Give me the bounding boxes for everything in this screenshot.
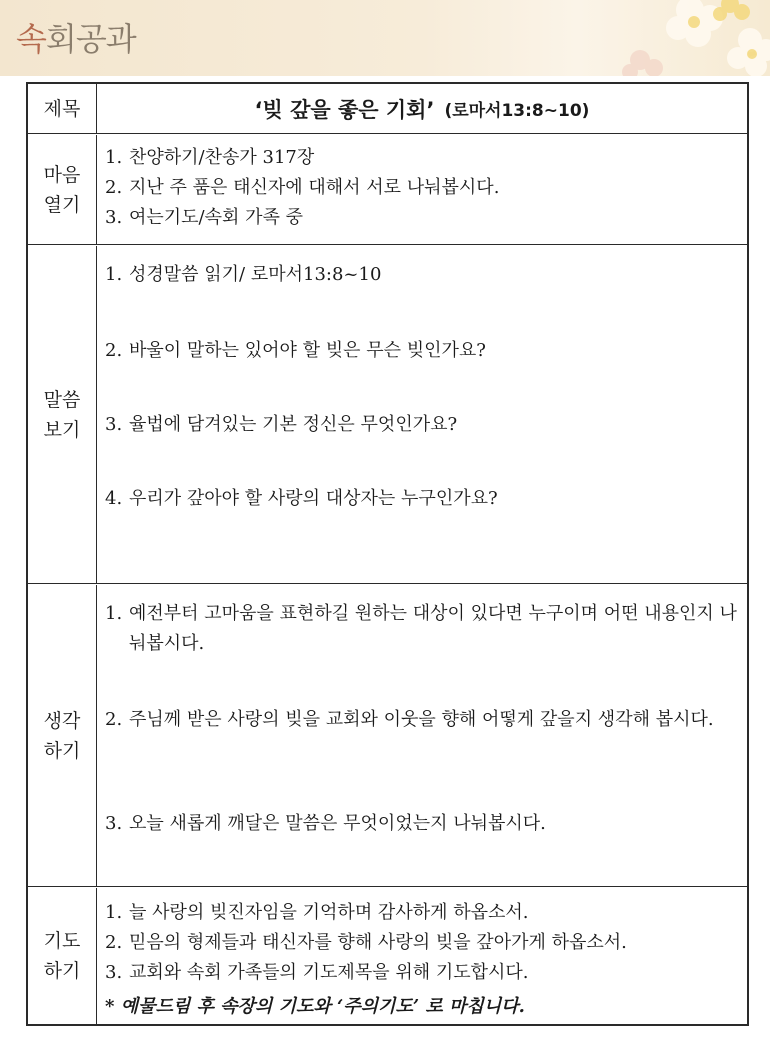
open-heart-header: 마음 열기 bbox=[28, 135, 97, 244]
list-item: 2. 바울이 말하는 있어야 할 빚은 무슨 빚인가요? bbox=[105, 340, 486, 361]
prayer-row bbox=[28, 888, 747, 1024]
list-item: 4. 우리가 갚아야 할 사랑의 대상자는 누구인가요? bbox=[105, 488, 498, 509]
list-item: 3. 율법에 담겨있는 기본 정신은 무엇인가요? bbox=[105, 414, 458, 435]
list-item: 3. 오늘 새롭게 깨달은 말씀은 무엇이었는지 나눠봅시다. bbox=[105, 813, 546, 834]
lesson-reference: (로마서13:8~10) bbox=[444, 101, 590, 121]
think-row bbox=[28, 585, 747, 887]
list-item: 1. 늘 사랑의 빚진자임을 기억하며 감사하게 하옵소서. bbox=[105, 902, 529, 923]
list-item: 1. 성경말씀 읽기/ 로마서13:8~10 bbox=[105, 264, 382, 285]
list-item: 1. 예전부터 고마움을 표현하길 원하는 대상이 있다면 누구이며 어떤 내용인지 나눠봅시다. bbox=[105, 603, 737, 654]
word-row bbox=[28, 246, 747, 584]
think-header: 생각 하기 bbox=[28, 585, 97, 886]
list-item: 2. 지난 주 품은 태신자에 대해서 서로 나눠봅시다. bbox=[105, 177, 500, 198]
think-body bbox=[97, 585, 747, 886]
title-header: 제목 bbox=[28, 84, 97, 133]
header-banner bbox=[0, 0, 770, 76]
title-cell bbox=[97, 84, 747, 133]
list-item: 2. 믿음의 형제들과 태신자를 향해 사랑의 빚을 갚아가게 하옵소서. bbox=[105, 932, 627, 953]
section-label: 속회공과 bbox=[16, 20, 136, 58]
list-item: 3. 교회와 속회 가족들의 기도제목을 위해 기도합시다. bbox=[105, 962, 529, 983]
flower-decoration-icon bbox=[570, 0, 770, 76]
list-item: 2. 주님께 받은 사랑의 빚을 교회와 이웃을 향해 어떻게 갚을지 생각해 봅시다. bbox=[105, 709, 714, 730]
word-header: 말씀 보기 bbox=[28, 246, 97, 583]
title-row bbox=[28, 84, 747, 134]
closing-note: * 예물드림 후 속장의 기도와 ‘주의기도’ 로 마칩니다. bbox=[105, 996, 525, 1017]
prayer-header: 기도 하기 bbox=[28, 888, 97, 1024]
list-item: 3. 여는기도/속회 가족 중 bbox=[105, 207, 303, 228]
lesson-table bbox=[26, 82, 749, 1026]
word-body bbox=[97, 246, 747, 583]
list-item: 1. 찬양하기/찬송가 317장 bbox=[105, 147, 315, 168]
lesson-title: ‘빚 갚을 좋은 기회’ bbox=[254, 97, 435, 122]
prayer-body bbox=[97, 888, 747, 1024]
open-heart-row bbox=[28, 135, 747, 245]
open-heart-body bbox=[97, 135, 747, 244]
